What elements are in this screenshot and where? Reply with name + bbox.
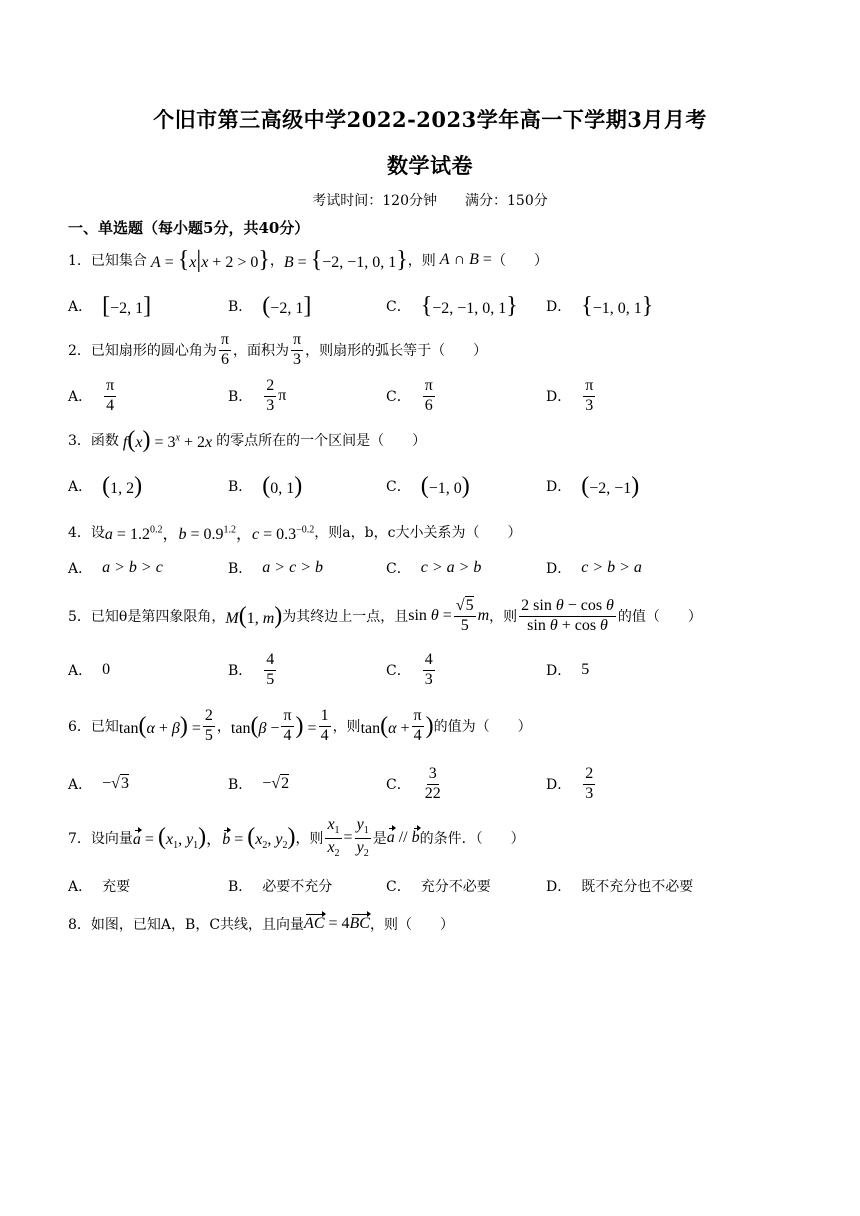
question-1: 1． 已知集合 A = {x|x + 2 > 0} ， B = {−2, −1, 0, 1} ，则 A ∩ B = （ ） bbox=[68, 246, 548, 273]
q3-option-b[interactable]: B． (0, 1) bbox=[228, 472, 303, 499]
q2-option-b[interactable]: B． $\frac{2}{3}$ π bbox=[228, 376, 287, 414]
q7-option-b[interactable]: B． 必要不充分 bbox=[228, 879, 333, 895]
q5-option-b[interactable]: B． $\frac{4}{5}$ bbox=[228, 650, 275, 688]
q4-option-c[interactable]: C． c > a > b bbox=[386, 559, 482, 577]
q1-option-a[interactable]: A． [−2, 1] bbox=[68, 292, 152, 319]
q1-set-b: B = {−2, −1, 0, 1} bbox=[283, 246, 408, 273]
question-6: 6． 已知 tan(α + β) = $\frac{2}{5}$ ， tan(β − $\frac{\pi}{4}$ ) = $\frac{1}{4}$ ，则 tan(α + $\frac{\pi}{4}$ ) 的值为（ ） bbox=[68, 706, 532, 744]
q7-option-a[interactable]: A． 充要 bbox=[68, 879, 131, 895]
q4-option-b[interactable]: B． a > c > b bbox=[228, 559, 323, 577]
question-8: 8． 如图，已知A，B，C共线，且向量 AC = 4BC ，则（ ） bbox=[68, 915, 454, 933]
q2-options bbox=[68, 376, 788, 416]
q3-option-d[interactable]: D． (−2, −1) bbox=[546, 472, 640, 499]
q6-option-d[interactable]: D． $\frac{2}{3}$ bbox=[546, 764, 594, 802]
q1-option-c[interactable]: C． {−2, −1, 0, 1} bbox=[386, 292, 518, 319]
q6-option-a[interactable]: A． −√3 bbox=[68, 775, 129, 793]
exam-subtitle: 数学试卷 bbox=[387, 153, 473, 178]
question-3: 3． 函数 $f(x) = 3^x + 2x$ 的零点所在的一个区间是（ ） bbox=[68, 426, 427, 453]
q2-option-a[interactable]: A． $\frac{\pi}{4}$ bbox=[68, 376, 115, 414]
q4-options bbox=[68, 548, 788, 588]
question-7: 7． 设向量 $a = (x_1$, $y_1$)，$b = (x_2$, $y_2$) ，则 $\frac{x_1}{x_2}$ = $\frac{y_1}{y_2}$ 是 a // b 的条件．（ ） bbox=[68, 815, 525, 859]
q7-option-c[interactable]: C． 充分不必要 bbox=[386, 879, 491, 895]
q4-option-d[interactable]: D． c > b > a bbox=[546, 559, 642, 577]
q3-option-c[interactable]: C． (−1, 0) bbox=[386, 472, 470, 499]
q1-option-d[interactable]: D． {−1, 0, 1} bbox=[546, 292, 654, 319]
q1-options bbox=[68, 286, 788, 326]
q4-option-a[interactable]: A． a > b > c bbox=[68, 559, 163, 577]
q6-option-c[interactable]: C． $\frac{3}{22}$ bbox=[386, 764, 441, 802]
q1-option-b[interactable]: B． (−2, 1] bbox=[228, 292, 312, 319]
exam-title: 个旧市第三高级中学2022-2023学年高一下学期3月月考 bbox=[153, 107, 707, 132]
q7-options bbox=[68, 866, 788, 906]
question-4: 4． 设 $a = 1.2^{0.2}$，$b = 0.9^{1.2}$，$c = 0.3^{-0.2}$ ，则a，b，c大小关系为（ ） bbox=[68, 524, 522, 543]
exam-time: 考试时间：120分钟 bbox=[312, 193, 437, 209]
question-2: 2． 已知扇形的圆心角为 $\frac{\pi}{6}$ ，面积为 $\frac{\pi}{3}$ ，则扇形的弧长等于（ ） bbox=[68, 330, 488, 368]
q2-option-c[interactable]: C． $\frac{\pi}{6}$ bbox=[386, 376, 433, 414]
q1-set-a: A = {x|x + 2 > 0} bbox=[150, 246, 270, 273]
section-heading: 一、单选题（每小题5分，共40分） bbox=[68, 219, 310, 237]
question-5: 5． 已知θ是第四象限角， M(1, m) 为其终边上一点，且 sin θ = $\frac{√5}{5}$ m ，则 $\frac{\text{2 sin θ − cos θ}}{\text{sin θ + cos θ}}$ 的值（ ） bbox=[68, 596, 702, 634]
q1-intersection: A ∩ B = bbox=[439, 251, 492, 268]
q5-option-c[interactable]: C． $\frac{4}{3}$ bbox=[386, 650, 433, 688]
q5-option-a[interactable]: A． 0 bbox=[68, 661, 111, 679]
q6-option-b[interactable]: B． −√2 bbox=[228, 775, 290, 793]
q3-option-a[interactable]: A． (1, 2) bbox=[68, 472, 143, 499]
exam-meta bbox=[0, 190, 860, 210]
q2-option-d[interactable]: D． $\frac{\pi}{3}$ bbox=[546, 376, 594, 414]
q6-options bbox=[68, 764, 788, 804]
q7-option-d[interactable]: D． 既不充分也不必要 bbox=[546, 879, 694, 895]
q3-options bbox=[68, 466, 788, 506]
q5-option-d[interactable]: D． 5 bbox=[546, 661, 590, 679]
full-score: 满分：150分 bbox=[465, 193, 548, 209]
q5-options bbox=[68, 650, 788, 690]
